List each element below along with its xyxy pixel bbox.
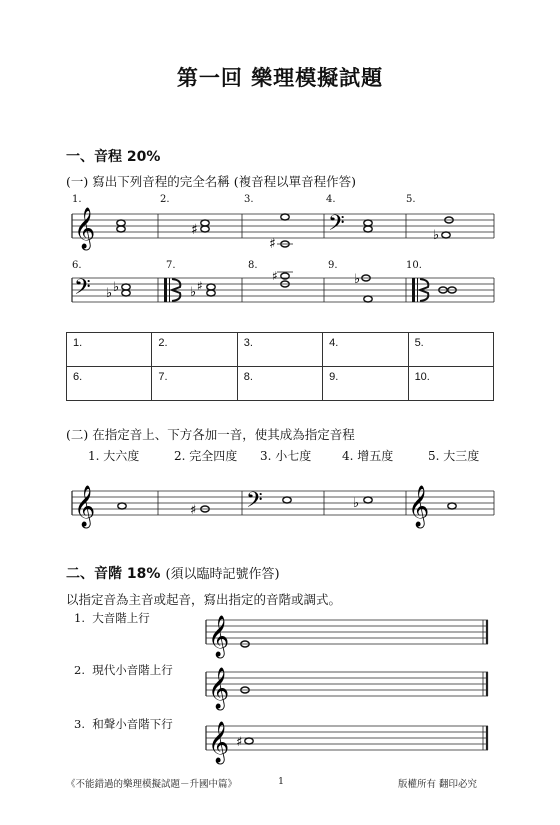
bass-clef-icon: 𝄢 xyxy=(328,211,345,241)
svg-text:♯: ♯ xyxy=(236,735,243,750)
scale-number: 3. xyxy=(74,717,85,731)
svg-text:♯: ♯ xyxy=(272,269,278,283)
interval-requirement: 3. 小七度 xyxy=(260,449,312,463)
svg-text:♯: ♯ xyxy=(190,503,197,518)
section1-heading: 一、音程 20% xyxy=(66,149,161,165)
answer-cell[interactable]: 7. xyxy=(152,367,237,401)
bass-clef-icon: 𝄢 xyxy=(246,488,263,518)
answer-table xyxy=(66,332,494,401)
answer-cell[interactable]: 8. xyxy=(237,367,322,401)
svg-text:♭: ♭ xyxy=(190,285,197,300)
part2-instruction: (二) 在指定音上、下方各加一音，使其成為指定音程 xyxy=(66,427,355,442)
svg-text:♯: ♯ xyxy=(197,279,203,293)
answer-cell[interactable]: 3. xyxy=(237,333,322,367)
scale-item-2 xyxy=(74,662,173,678)
bass-clef-icon: 𝄢 xyxy=(74,275,91,305)
part2-items xyxy=(88,445,479,464)
question-number: 9. xyxy=(328,260,338,271)
treble-clef-icon: 𝄞 xyxy=(74,208,96,249)
treble-clef-icon: 𝄞 xyxy=(208,668,230,709)
add-note-staff xyxy=(66,478,496,538)
section2-heading: 二、音階 18% xyxy=(66,566,161,582)
scale-staff-2 xyxy=(202,660,492,710)
svg-text:♭: ♭ xyxy=(106,286,113,301)
svg-text:♯: ♯ xyxy=(191,222,198,238)
question-number: 2. xyxy=(160,194,170,205)
svg-text:♭: ♭ xyxy=(354,272,361,287)
scale-item-1 xyxy=(74,610,150,626)
scale-number: 2. xyxy=(74,663,85,677)
scale-staff-1 xyxy=(202,608,492,658)
treble-clef-icon: 𝄞 xyxy=(208,616,230,657)
interval-staff-row2 xyxy=(66,266,496,316)
page-number: 1 xyxy=(278,776,285,787)
copyright: 版權所有 翻印必究 xyxy=(398,779,478,790)
interval-requirement: 2. 完全四度 xyxy=(174,449,238,463)
scale-label: 現代小音階上行 xyxy=(92,663,173,677)
answer-cell[interactable]: 10. xyxy=(408,367,493,401)
treble-clef-icon: 𝄞 xyxy=(74,486,96,527)
section2-header xyxy=(66,563,280,583)
page-title: 第一回 樂理模擬試題 xyxy=(176,65,384,90)
interval-requirement: 1. 大六度 xyxy=(88,449,140,463)
scale-staff-3 xyxy=(202,714,492,764)
svg-text:♭: ♭ xyxy=(353,496,360,511)
svg-text:♯: ♯ xyxy=(269,236,276,252)
question-number: 1. xyxy=(72,194,82,205)
treble-clef-icon: 𝄞 xyxy=(408,486,430,527)
scale-label: 和聲小音階下行 xyxy=(92,717,173,731)
answer-cell[interactable]: 9. xyxy=(323,367,408,401)
question-number: 8. xyxy=(248,260,258,271)
answer-cell[interactable]: 2. xyxy=(152,333,237,367)
question-number: 5. xyxy=(406,194,416,205)
svg-text:♭: ♭ xyxy=(113,280,120,295)
question-number: 10. xyxy=(406,260,422,271)
scale-number: 1. xyxy=(74,611,85,625)
question-number: 6. xyxy=(72,260,82,271)
question-number: 3. xyxy=(244,194,254,205)
treble-clef-icon: 𝄞 xyxy=(208,722,230,763)
answer-cell[interactable]: 1. xyxy=(67,333,152,367)
question-number: 7. xyxy=(166,260,176,271)
scale-item-3 xyxy=(74,716,173,732)
section2-instruction: 以指定音為主音或起音，寫出指定的音階或調式。 xyxy=(66,592,342,607)
svg-text:♭: ♭ xyxy=(433,228,440,243)
interval-requirement: 4. 增五度 xyxy=(342,449,394,463)
answer-cell[interactable]: 5. xyxy=(408,333,493,367)
interval-staff-row1 xyxy=(66,200,496,260)
answer-cell[interactable]: 6. xyxy=(67,367,152,401)
question-number: 4. xyxy=(326,194,336,205)
footer-book-title: 《不能錯過的樂理模擬試題－升國中篇》 xyxy=(66,779,238,790)
interval-requirement: 5. 大三度 xyxy=(428,449,480,463)
section2-note: (須以臨時記號作答) xyxy=(165,567,280,582)
answer-cell[interactable]: 4. xyxy=(323,333,408,367)
part1-instruction: (一) 寫出下列音程的完全名稱 (複音程以單音程作答) xyxy=(66,174,356,189)
scale-label: 大音階上行 xyxy=(92,611,150,625)
